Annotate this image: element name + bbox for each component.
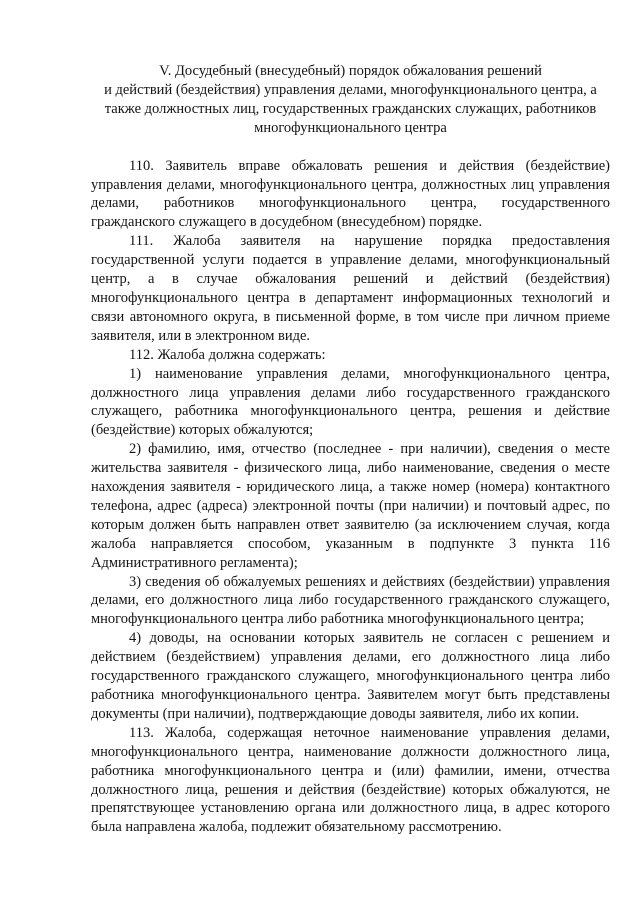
heading-line: V. Досудебный (внесудебный) порядок обжалования решений [159, 63, 542, 79]
heading-line: многофункционального центра [254, 119, 447, 136]
paragraph-113: 113. Жалоба, содержащая неточное наименование управления делами, многофункционального центра, наименование должности должностного лица, работника многофункционального центра и (или) фамилии, имени, отчества должностного лица, решения и действия (бездействие) которых обжалуются, не препятствующее установлению органа или должностного лица, в адрес которого была направлена жалоба, подлежит обязательному рассмотрению. [91, 724, 610, 836]
section-heading [91, 62, 610, 138]
paragraph-111: 111. Жалоба заявителя на нарушение порядка предоставления государственной услуги подается в управление делами, многофункциональный центр, а в случае обжалования решений и действий (бездействия) многофункционального центра в департамент информационных технологий и связи автономного округа, в письменной форме, в том числе при личном приеме заявителя, или в электронном виде. [91, 233, 610, 344]
list-item-4: 4) доводы, на основании которых заявитель не согласен с решением и действием (бездействием) управления делами, его должностного лица либо государственного гражданского служащего, многофункционального центра либо работника многофункционального центра. Заявителем могут быть представлены документы (при наличии), подтверждающие доводы заявителя, либо их копии. [91, 630, 610, 722]
document-page [91, 62, 610, 837]
list-item-1: 1) наименование управления делами, многофункционального центра, должностного лица управления делами либо государственного гражданского служащего, работника многофункционального центра, решения и действие (бездействие) которых обжалуются; [91, 365, 610, 439]
list-item-2: 2) фамилию, имя, отчество (последнее - при наличии), сведения о месте жительства заявителя - физического лица, либо наименование, сведения о месте нахождения заявителя - юридического лица, а также номер (номера) контактного телефона, адрес (адреса) электронной почты (при наличии) и почтовый адрес, по которым должен быть направлен ответ заявителю (за исключением случая, когда жалоба направляется способом, указанным в подпункте 3 пункта 116 Административного регламента); [91, 441, 610, 571]
list-item-3: 3) сведения об обжалуемых решениях и действиях (бездействии) управления делами, его должностного лица либо государственного гражданского служащего, многофункционального центра либо работника многофункционального центра; [91, 573, 610, 628]
paragraph-112: 112. Жалоба должна содержать: [129, 346, 326, 363]
heading-line: и действий (бездействия) управления делами, многофункционального центра, а [104, 81, 597, 98]
paragraph-110: 110. Заявитель вправе обжаловать решения и действия (бездействие) управления делами, многофункционального центра, должностных лиц управления делами, работников многофункционального центра, государственного гражданского служащего в досудебном (внесудебном) порядке. [91, 157, 610, 231]
heading-line: также должностных лиц, государственных гражданских служащих, работников [104, 100, 597, 117]
